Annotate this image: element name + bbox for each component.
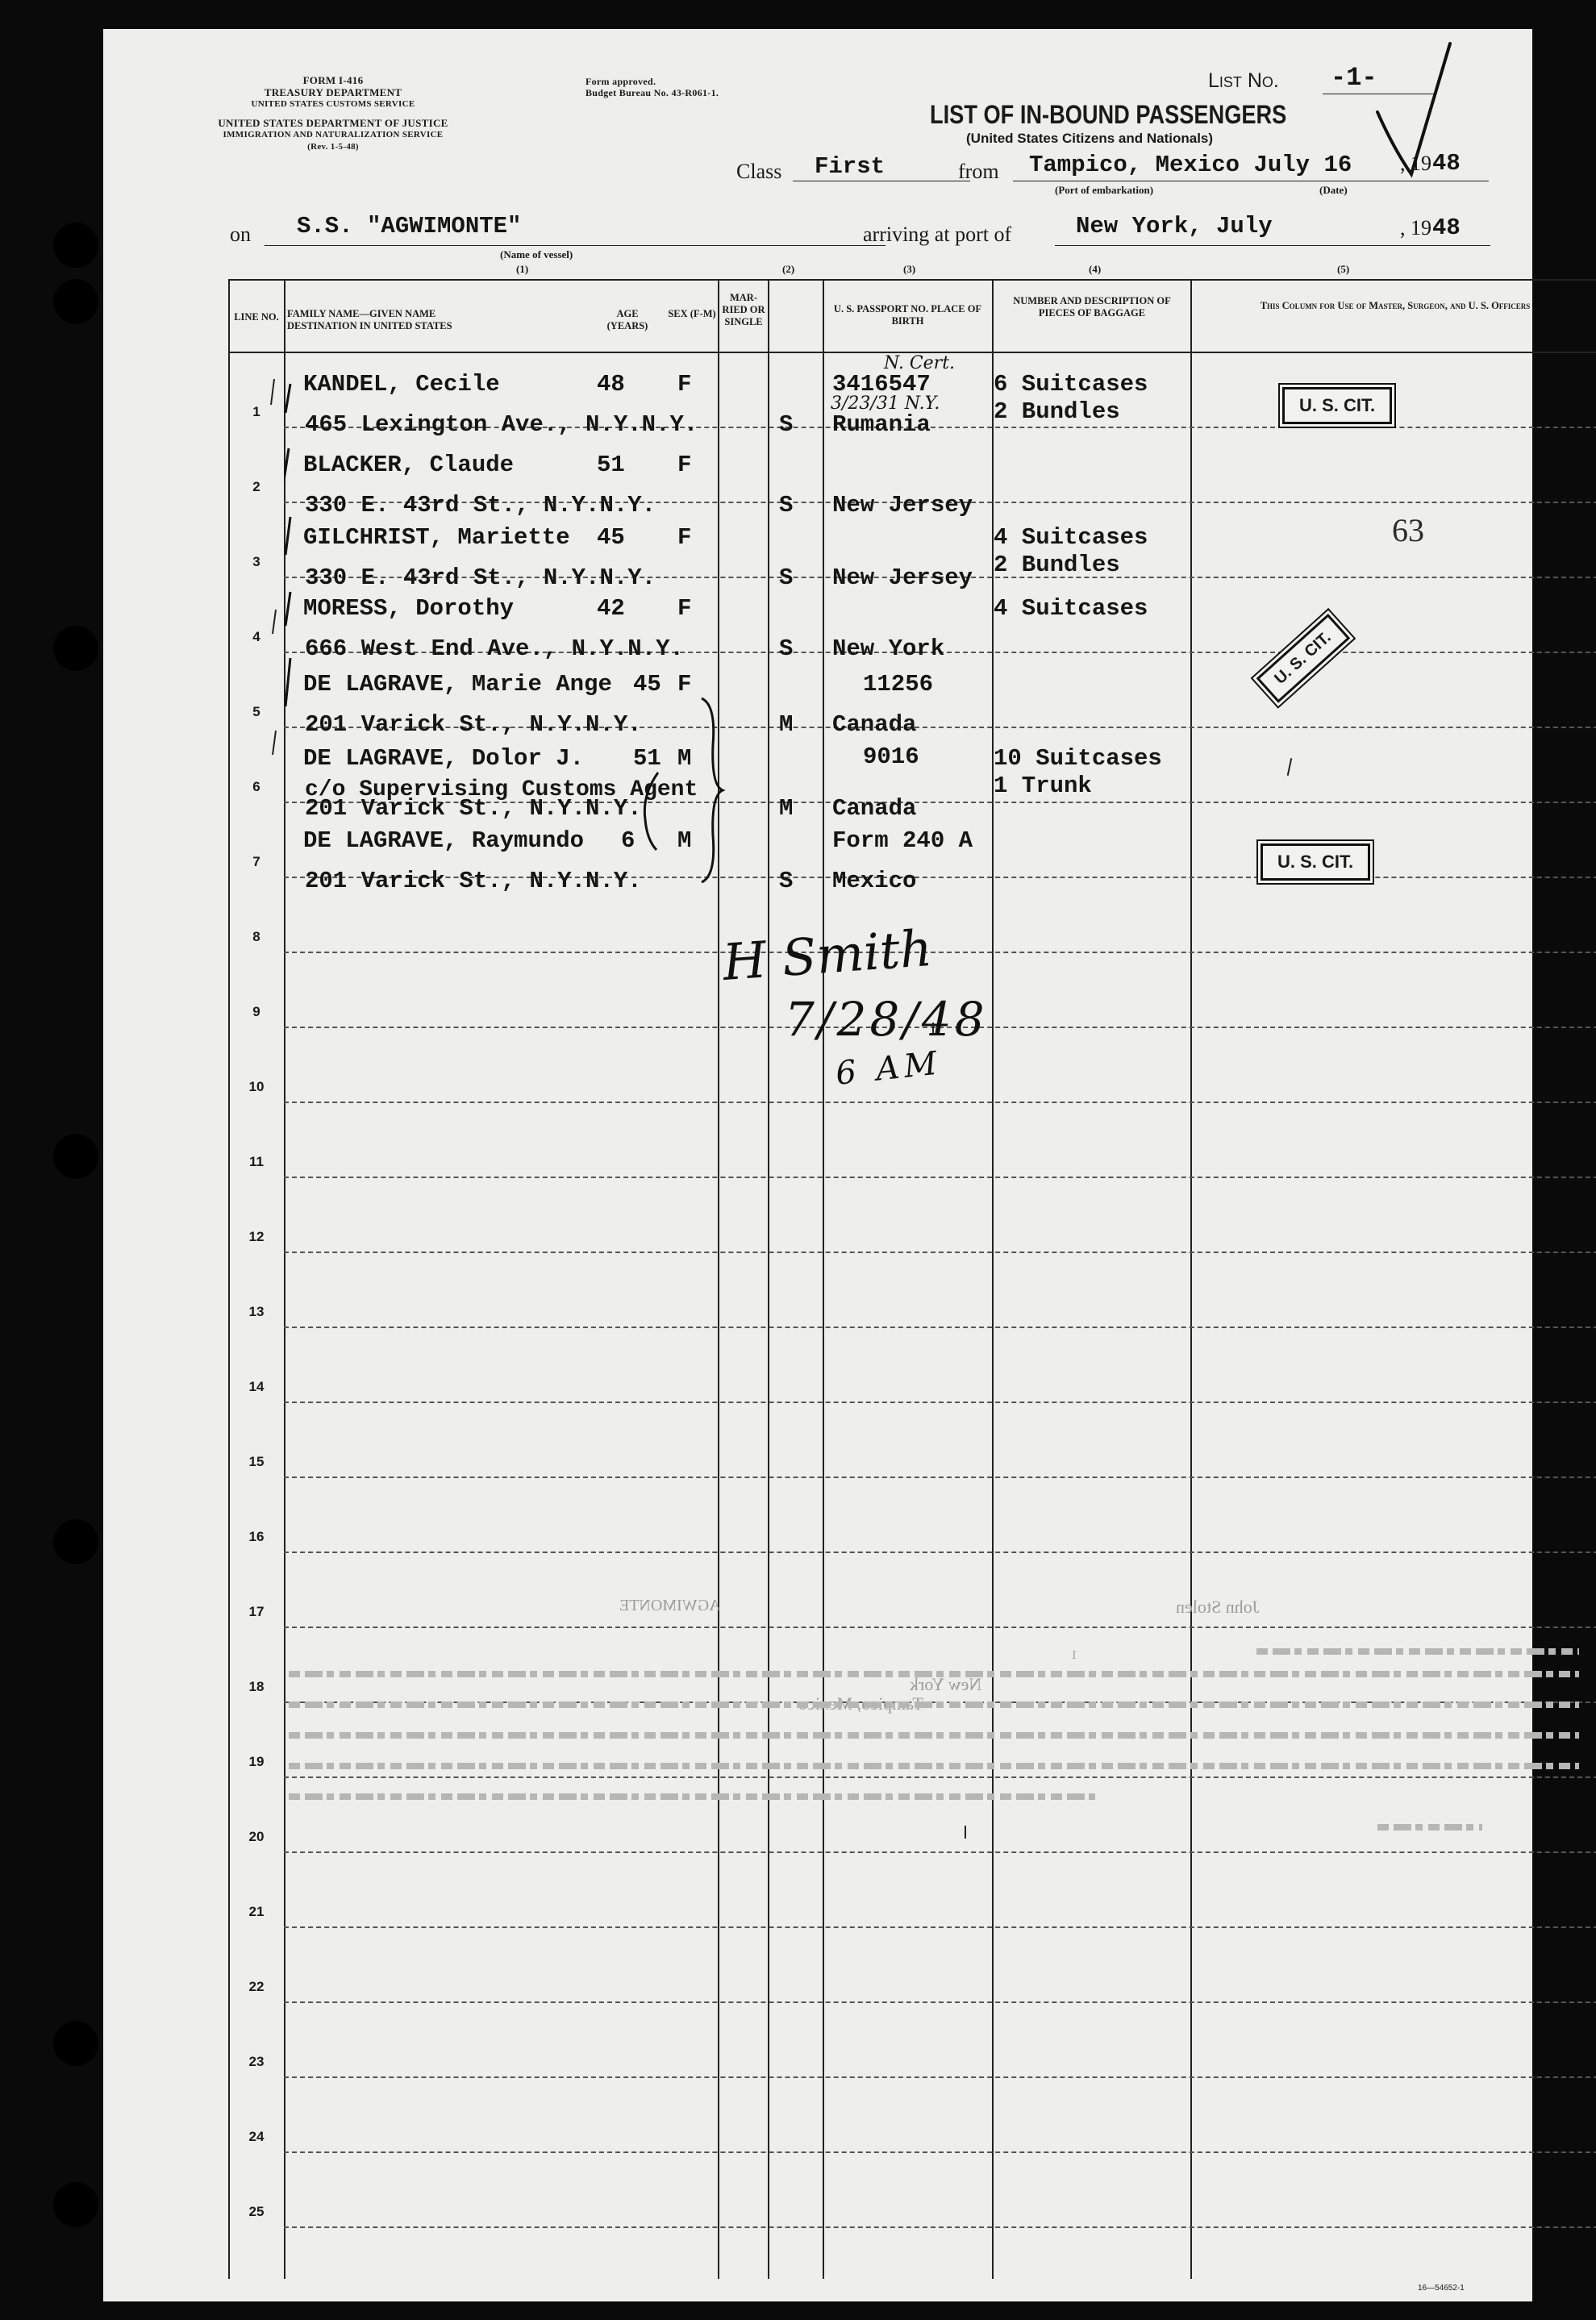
punch-hole [53,626,98,671]
bleed-port-from: Tampico, Mexico [798,1693,923,1714]
row-rule [284,1851,1596,1853]
punch-hole [53,2021,98,2066]
passenger-name: KANDEL, Cecile [303,371,500,398]
passenger-name: DE LAGRAVE, Marie Ange [303,671,612,698]
bleed-port-to: New York [910,1674,982,1694]
column-number-4: (4) [1089,263,1102,275]
date-label: (Date) [1319,184,1348,196]
baggage-line-1: 6 Suitcases [994,371,1148,398]
passenger-address: 201 Varick St., N.Y.N.Y. [305,795,642,822]
line-number: 12 [248,1229,265,1244]
line-number: 18 [248,1679,265,1694]
passenger-birthplace: Canada [832,711,917,738]
budget-number: Budget Bureau No. 43-R061-1. [585,87,719,98]
passenger-address: 201 Varick St., N.Y.N.Y. [305,868,642,894]
passenger-sex: F [677,371,692,398]
passenger-name: BLACKER, Claude [303,452,515,478]
column-rule [823,279,824,2279]
row-rule [284,1252,1596,1253]
column-rule [1190,279,1192,2279]
punch-hole [53,223,98,268]
column-number-3: (3) [903,263,916,275]
header-destination-label: DESTINATION IN UNITED STATES [287,320,452,331]
line-number: 5 [252,704,260,719]
line-number: 3 [252,554,260,569]
baggage-line-1: 10 Suitcases [994,745,1162,772]
line-number: 25 [248,2204,265,2219]
header-line-no: LINE NO. [234,311,279,323]
class-value: First [815,153,886,180]
list-no-value: -1- [1331,63,1377,93]
line-number: 4 [252,629,260,644]
passenger-address: 330 E. 43rd St., N.Y.N.Y. [305,564,656,591]
family-brace-left-icon [637,771,661,852]
passenger-sex: F [677,595,692,622]
line-number: 20 [248,1829,265,1844]
passenger-age: 51 [633,745,661,772]
column-rule [768,279,769,2279]
passenger-marital-status: S [779,411,794,438]
bleed-vessel: AGWIMONTE [619,1597,721,1614]
stray-mark [932,1023,934,1034]
row-rule [284,1626,1596,1628]
header-sex: SEX (F-M) [668,308,716,319]
handwritten-signature: H Smith [720,918,934,992]
line-number: 19 [248,1754,265,1769]
passport-number: Form 240 A [832,827,973,854]
line-number: 22 [248,1979,265,1994]
passenger-sex: F [677,671,692,698]
family-brace-icon [698,697,731,884]
column-number-1: (1) [516,263,529,275]
embarkation-value: Tampico, Mexico July 16 [1029,152,1352,178]
passenger-marital-status: M [779,711,794,738]
birth-date-note: 3/23/31 N.Y. [831,394,940,414]
form-page [103,29,1532,2301]
passport-note: N. Cert. [884,353,956,373]
tick-marks-icon [284,352,316,739]
passenger-name: DE LAGRAVE, Dolor J. [303,745,585,772]
passenger-birthplace: Rumania [832,411,931,438]
count-annotation: 63 [1392,512,1424,548]
line-number: 7 [252,854,260,869]
column-number-5: (5) [1337,263,1350,275]
row-rule [284,2001,1596,2003]
treasury-label: TREASURY DEPARTMENT [264,86,402,98]
row-rule [284,2226,1596,2228]
passenger-birthplace: New Jersey [832,492,973,519]
line-number: 1 [252,404,260,419]
header-passport: U. S. PASSPORT NO. PLACE OF BIRTH [833,303,982,327]
passenger-address-co: c/o Supervising Customs Agent [305,777,698,802]
us-citizen-stamp: U. S. CIT. [1261,843,1370,881]
column-rule [992,279,994,2279]
passenger-address: 330 E. 43rd St., N.Y.N.Y. [305,492,656,519]
passenger-sex: M [677,745,692,772]
punch-hole [53,279,98,324]
passenger-marital-status: S [779,492,794,519]
page-title: LIST OF IN-BOUND PASSENGERS [930,100,1287,129]
passenger-name: MORESS, Dorothy [303,595,515,622]
row-rule [284,1177,1596,1178]
passenger-birthplace: New York [832,635,945,662]
passenger-age: 6 [621,827,635,854]
table-left-rule [228,279,230,2279]
row-rule [284,2076,1596,2078]
line-number: 15 [248,1454,265,1469]
line-number: 16 [248,1529,265,1544]
handwritten-time: 6 AM [833,1044,944,1093]
header-name [287,308,497,332]
line-number: 24 [248,2129,265,2144]
form-approved: Form approved. [585,76,656,87]
bleed-list-no: 1 [1071,1648,1077,1662]
us-citizen-stamp: U. S. CIT. [1256,614,1350,702]
from-label: from [958,160,999,183]
vessel-label: (Name of vessel) [500,248,573,260]
baggage-line-1: 4 Suitcases [994,524,1148,551]
header-baggage: NUMBER AND DESCRIPTION OF PIECES OF BAGGAGE [1013,295,1171,319]
row-rule [284,1102,1596,1103]
footer-code: 16—54652-1 [1418,2284,1465,2293]
year-from: 48 [1432,150,1461,177]
passenger-birthplace: Canada [832,795,917,822]
line-number: 23 [248,2054,265,2069]
passenger-age: 48 [597,371,625,398]
revision-label: (Rev. 1-5-48) [307,142,359,152]
passenger-marital-status: M [779,795,794,822]
passenger-birthplace: New Jersey [832,564,973,591]
form-header-left [212,74,454,153]
passenger-address: 465 Lexington Ave., N.Y.N.Y. [305,411,698,438]
row-rule [284,1926,1596,1928]
passenger-address: 666 West End Ave., N.Y.N.Y. [305,635,684,662]
us-citizen-stamp: U. S. CIT. [1282,387,1392,424]
line-number: 11 [249,1154,264,1169]
passenger-age: 51 [597,452,625,478]
line-number: 10 [248,1079,265,1094]
punch-hole [53,2182,98,2227]
column-number-2: (2) [782,263,795,275]
year-prefix: , 19 [1400,216,1431,239]
row-rule [284,952,1596,953]
rule [265,245,886,246]
passenger-sex: F [677,452,692,478]
vessel-name: S.S. "AGWIMONTE" [297,213,522,239]
baggage-line-2: 2 Bundles [994,552,1120,578]
line-number: 9 [252,1004,260,1019]
header-officers: This Column for Use of Master, Surgeon, and U. S. Officers [1260,300,1531,311]
page-subtitle: (United States Citizens and Nationals) [966,131,1214,146]
arriving-label: arriving at port of [863,223,1012,246]
passenger-age: 45 [597,524,625,551]
row-rule [284,2151,1596,2153]
passport-number: 9016 [863,743,919,770]
list-no-label: List No. [1208,69,1279,92]
row-rule [284,1327,1596,1328]
year-prefix: , 19 [1400,152,1431,175]
header-name-label: FAMILY NAME—GIVEN NAME [287,308,436,319]
passenger-name: GILCHRIST, Mariette [303,524,570,551]
year-arrival: 48 [1432,215,1461,241]
line-number: 6 [252,779,260,794]
stray-mark [965,1826,966,1839]
table-top-rule [228,279,1596,281]
bleed-master: John Stolen [1176,1597,1260,1617]
baggage-line-2: 2 Bundles [994,398,1120,425]
punch-hole [53,1134,98,1179]
bleed-through-texture [289,1634,1595,1843]
line-number: 2 [252,479,260,494]
handwritten-date: 7/28/48 [785,992,988,1047]
passenger-marital-status: S [779,564,794,591]
passenger-marital-status: S [779,635,794,662]
rule [1055,245,1490,246]
justice-label: UNITED STATES DEPARTMENT OF JUSTICE [218,117,448,129]
arrival-port: New York, July [1076,213,1273,239]
row-rule [284,1402,1596,1403]
class-label: Class [736,160,782,183]
form-number: FORM I-416 [302,74,364,86]
passenger-birthplace: Mexico [832,868,917,894]
row-rule [284,1477,1596,1478]
passenger-marital-status: S [779,868,794,894]
passport-number: 11256 [863,671,934,698]
line-number: 17 [248,1604,265,1619]
baggage-line-1: 4 Suitcases [994,595,1148,622]
margin-marks-icon [261,376,285,827]
passenger-address: 201 Varick St., N.Y.N.Y. [305,711,642,738]
line-number: 13 [248,1304,265,1319]
check-mark-icon [1361,35,1458,181]
passenger-name: DE LAGRAVE, Raymundo [303,827,585,854]
passenger-age: 42 [597,595,625,622]
ins-label: IMMIGRATION AND NATURALIZATION SERVICE [223,130,444,140]
baggage-line-2: 1 Trunk [994,773,1092,799]
header-age: AGE (YEARS) [606,308,648,331]
stray-mark [1287,758,1293,776]
passenger-age: 45 [633,671,661,698]
port-embarkation-label: (Port of embarkation) [1055,184,1154,196]
budget-block [585,76,719,98]
line-number: 21 [248,1904,265,1919]
passenger-sex: M [677,827,692,854]
customs-label: UNITED STATES CUSTOMS SERVICE [251,99,415,109]
line-number: 8 [252,929,260,944]
row-rule [284,1552,1596,1553]
on-label: on [230,223,251,246]
line-number: 14 [248,1379,265,1394]
header-married: MAR-RIED OR SINGLE [722,292,765,327]
passenger-sex: F [677,524,692,551]
passport-number: 3416547 [832,371,931,398]
punch-hole [53,1519,98,1564]
column-rule [718,279,719,2279]
